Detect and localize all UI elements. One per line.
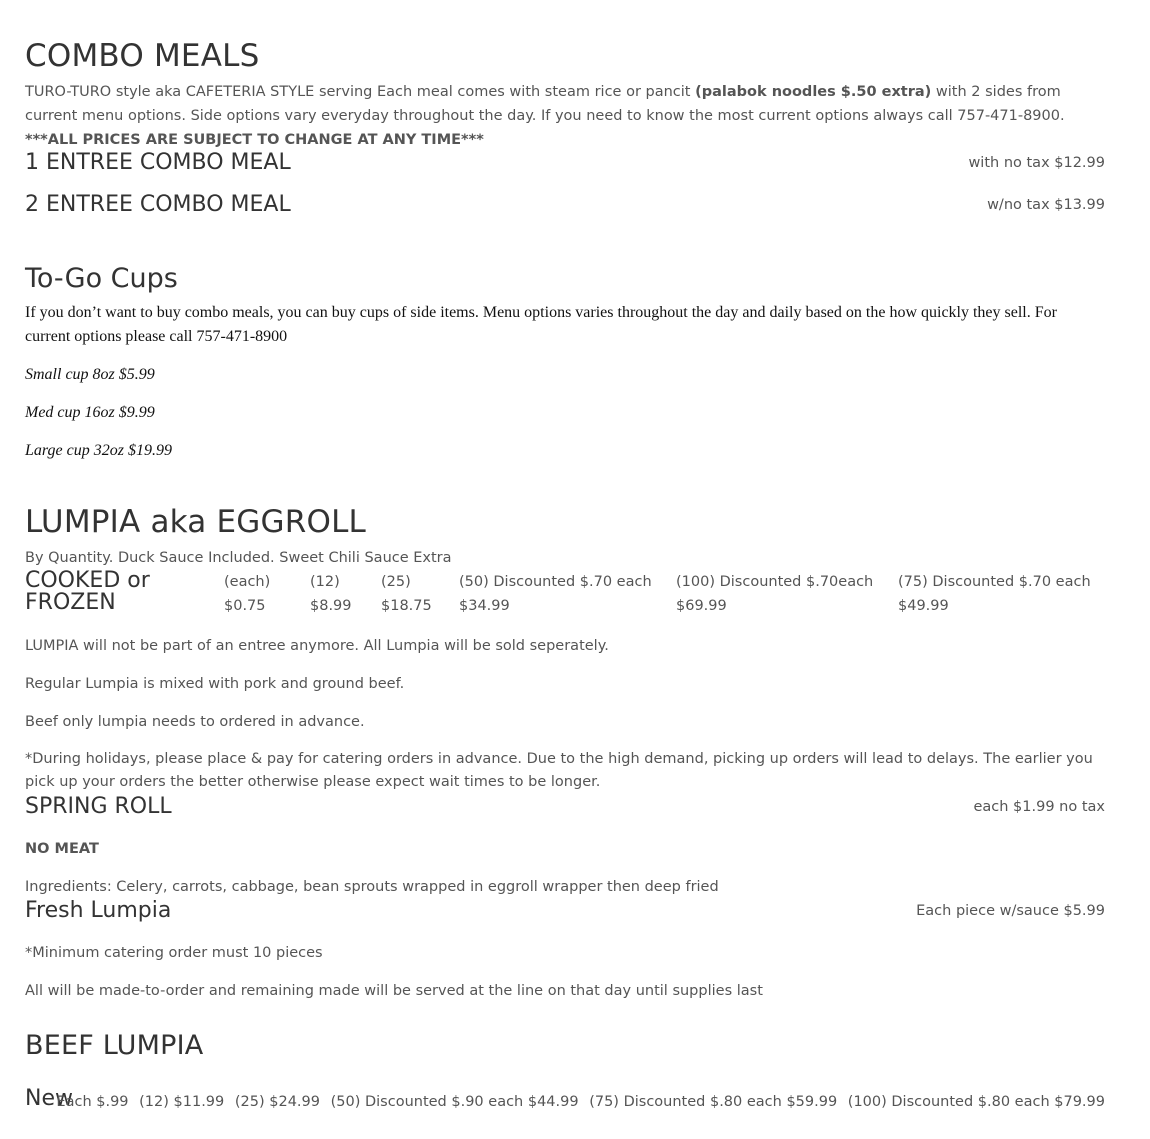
fresh-lumpia-price: Each piece w/sauce $5.99 bbox=[916, 903, 1105, 919]
lumpia-qty-col bbox=[898, 570, 1091, 618]
section-title-combo: COMBO MEALS bbox=[25, 38, 260, 74]
lumpia-qty-col bbox=[381, 570, 432, 618]
section-title-togo: To-Go Cups bbox=[25, 263, 178, 294]
combo-description bbox=[25, 80, 1105, 152]
spring-roll-name: SPRING ROLL bbox=[25, 794, 172, 819]
lumpia-qty-price: $0.75 bbox=[224, 598, 266, 614]
fresh-lumpia-note: All will be made-to-order and remaining made will be served at the line on that day until supplies last bbox=[25, 983, 763, 999]
lumpia-note: LUMPIA will not be part of an entree anymore. All Lumpia will be sold seperately. bbox=[25, 638, 609, 654]
lumpia-qty-label: (100) Discounted $.70each bbox=[676, 574, 874, 590]
combo-item-1-name: 1 ENTREE COMBO MEAL bbox=[25, 150, 291, 175]
lumpia-qty-price: $8.99 bbox=[310, 598, 352, 614]
spring-roll-ingredients: Ingredients: Celery, carrots, cabbage, bean sprouts wrapped in eggroll wrapper then deep fried bbox=[25, 879, 719, 895]
section-title-lumpia: LUMPIA aka EGGROLL bbox=[25, 504, 367, 540]
section-title-beef-lumpia: BEEF LUMPIA bbox=[25, 1030, 204, 1061]
lumpia-note: Regular Lumpia is mixed with pork and ground beef. bbox=[25, 676, 405, 692]
lumpia-qty-col bbox=[459, 570, 652, 618]
combo-desc-bold: (palabok noodles $.50 extra) bbox=[695, 84, 932, 100]
lumpia-qty-label: (each) bbox=[224, 574, 271, 590]
fresh-lumpia-name: Fresh Lumpia bbox=[25, 898, 172, 923]
combo-desc-text-a: TURO-TURO style aka CAFETERIA STYLE serving Each meal comes with steam rice or pancit bbox=[25, 84, 696, 100]
lumpia-label-line-2: FROZEN bbox=[25, 590, 116, 615]
lumpia-qty-price: $34.99 bbox=[459, 598, 510, 614]
combo-item-1-price: with no tax $12.99 bbox=[968, 155, 1105, 171]
spring-roll-price: each $1.99 no tax bbox=[973, 799, 1105, 815]
togo-cup-large: Large cup 32oz $19.99 bbox=[25, 442, 172, 459]
combo-desc-bold-2: ***ALL PRICES ARE SUBJECT TO CHANGE AT ANY TIME*** bbox=[25, 132, 484, 148]
lumpia-note-holiday: *During holidays, please place & pay for catering orders in advance. Due to the high demand, picking up orders will lead to delays. The earlier you pick up your orders the better otherwise please expect wait times to be longer. bbox=[25, 751, 1093, 790]
combo-item-2-name: 2 ENTREE COMBO MEAL bbox=[25, 192, 291, 217]
lumpia-subtitle: By Quantity. Duck Sauce Included. Sweet Chili Sauce Extra bbox=[25, 550, 452, 566]
lumpia-qty-price: $69.99 bbox=[676, 598, 727, 614]
fresh-lumpia-note: *Minimum catering order must 10 pieces bbox=[25, 945, 323, 961]
beef-price: (12) $11.99 bbox=[139, 1094, 225, 1110]
togo-cup-small: Small cup 8oz $5.99 bbox=[25, 366, 155, 383]
togo-description: If you don’t want to buy combo meals, you can buy cups of side items. Menu options varies throughout the day and daily based on the how quickly they sell. For current options please call 757-471-8900 bbox=[25, 304, 1057, 345]
togo-cup-med: Med cup 16oz $9.99 bbox=[25, 404, 155, 421]
combo-item-2-price: w/no tax $13.99 bbox=[987, 197, 1105, 213]
lumpia-cooked-frozen-label bbox=[25, 570, 150, 614]
lumpia-qty-label: (50) Discounted $.70 each bbox=[459, 574, 652, 590]
lumpia-note: Beef only lumpia needs to ordered in advance. bbox=[25, 714, 365, 730]
beef-lumpia-label: New bbox=[25, 1086, 73, 1111]
beef-lumpia-prices bbox=[50, 1094, 1105, 1110]
lumpia-qty-label: (75) Discounted $.70 each bbox=[898, 574, 1091, 590]
beef-price: Each $.99 bbox=[56, 1094, 129, 1110]
beef-price: (25) $24.99 bbox=[234, 1094, 320, 1110]
lumpia-qty-price: $49.99 bbox=[898, 598, 949, 614]
lumpia-qty-col bbox=[676, 570, 873, 618]
combo-desc-text-b: with 2 sides from current menu options. Side options vary everyday throughout the day. If you need to know the most current options always call 757-471-8900. bbox=[25, 84, 1065, 124]
beef-price: (75) Discounted $.80 each $59.99 bbox=[589, 1094, 838, 1110]
beef-price: (100) Discounted $.80 each $79.99 bbox=[847, 1094, 1105, 1110]
lumpia-qty-label: (12) bbox=[310, 574, 340, 590]
lumpia-qty-col bbox=[310, 570, 352, 618]
lumpia-label-line-1: COOKED or bbox=[25, 568, 150, 593]
lumpia-qty-col bbox=[224, 570, 270, 618]
lumpia-qty-label: (25) bbox=[381, 574, 411, 590]
lumpia-qty-price: $18.75 bbox=[381, 598, 432, 614]
spring-roll-no-meat: NO MEAT bbox=[25, 841, 99, 857]
beef-price: (50) Discounted $.90 each $44.99 bbox=[330, 1094, 579, 1110]
